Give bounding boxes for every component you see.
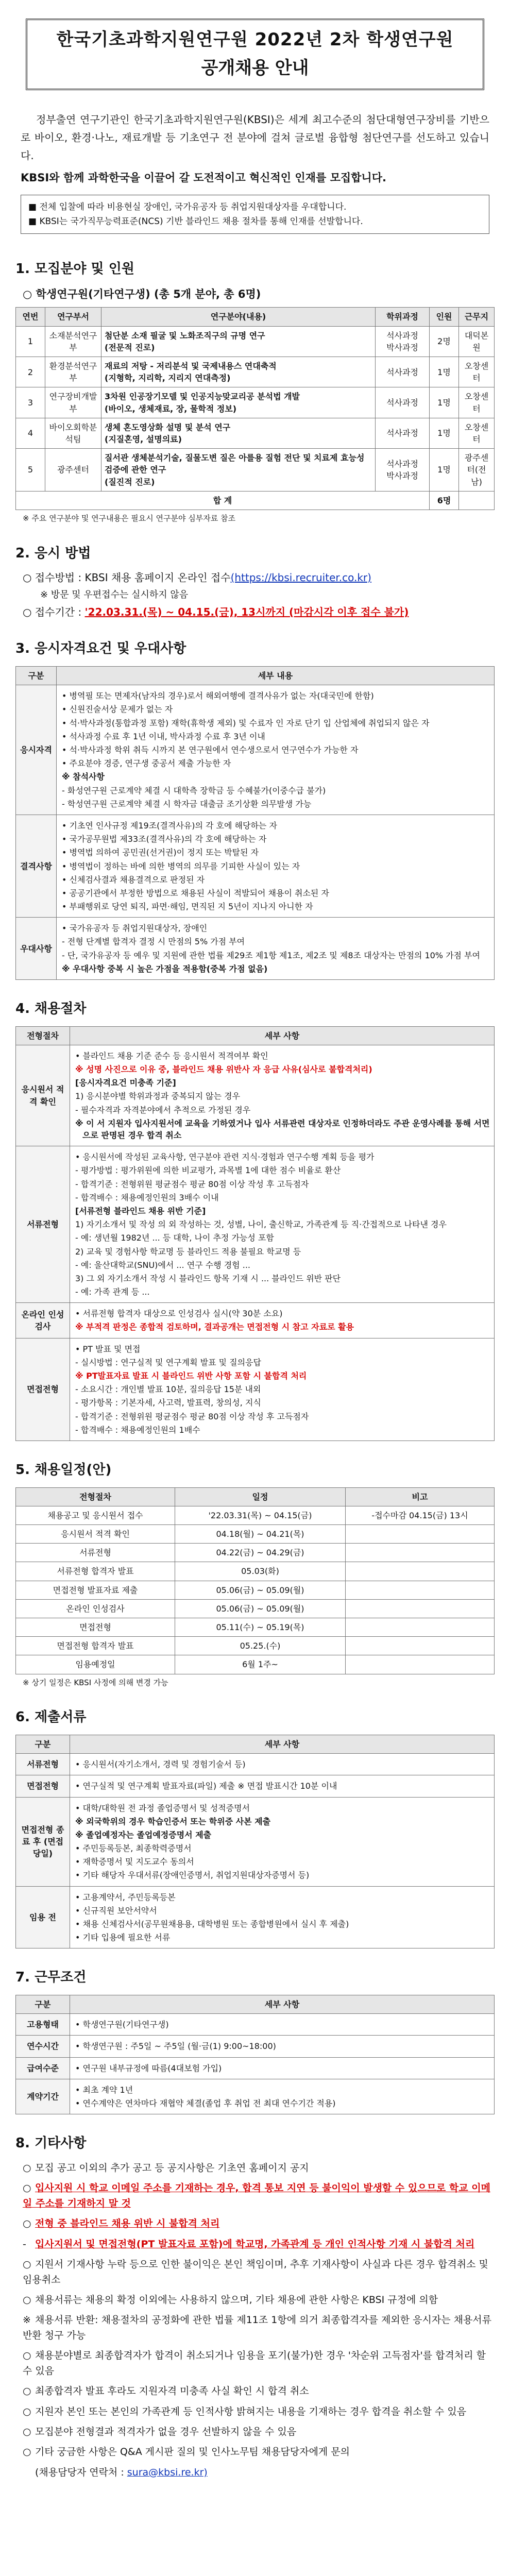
table-row [16,1618,495,1636]
etc-item [23,2216,495,2231]
table-row [16,815,495,917]
list-item: • 학생연구원(기타연구생) [75,2020,169,2030]
row-content [70,2057,495,2079]
column-header: 세부 사항 [70,1995,495,2014]
list-item: - 예: 생년월 1982년 ... 등 대학, 나이 추정 가능성 포함 [75,1233,274,1243]
table-cell: 석사과정 박사과정 [376,449,430,492]
list-item: ※ 참석사항 [62,772,105,782]
list-item: • 채용 신체검사서(공무원채용용, 대학병원 또는 종합병원에서 실시 후 제출) [75,1919,349,1929]
list-item: • PT 발표 및 면접 [75,1344,141,1354]
detail-list [73,1891,491,1944]
detail-list [73,2062,491,2074]
row-content [57,685,495,815]
list-item: • 최초 계약 1년 [75,2084,133,2095]
row-content [70,1797,495,1886]
column-header: 전형절차 [16,1026,70,1045]
section-title: 7. 근무조건 [15,1970,87,1986]
list-item: • 석·박사과정(통합과정 포함) 재학(휴학생 제외) 및 수료자 인 자로 단기 입 산업체에 취업되지 않은 자 [62,718,430,728]
detail-list [73,2040,491,2052]
row-content [70,2079,495,2114]
table-cell: 오창센터 [459,418,495,448]
column-header: 인원 [430,308,459,326]
total-label: 합 계 [16,491,430,510]
section-title: 4. 채용절차 [15,1001,87,1017]
row-content [70,1146,495,1303]
list-item: 1) 응시분야별 학위과정과 중복되지 않는 경우 [75,1091,241,1101]
list-item: • 신규직원 보안서약서 [75,1905,157,1916]
etc-text: 모집분야 전형결과 적격자가 없을 경우 선발하지 않을 수 있음 [35,2426,297,2438]
table-cell [346,1581,495,1599]
list-item: • 연수계약은 연차마다 재협약 체결(졸업 후 취업 전 최대 연수기간 적용) [75,2098,336,2109]
section-title: 2. 응시 방법 [15,545,91,561]
table-row [16,1506,495,1524]
table-row [16,1544,495,1562]
list-item: ※ 졸업예정자는 졸업예정증명서 제출 [75,1829,212,1840]
bullet-symbol: ○ [23,2350,31,2362]
empty-cell [459,491,495,510]
detail-list [73,2019,491,2030]
list-item: • 신체검사결과 채용결격으로 판정된 자 [62,874,205,885]
documents-table [15,1735,495,1948]
section-title: 3. 응시자격요건 및 우대사항 [15,641,186,657]
list-item: • 부패행위로 당연 퇴직, 파면·해임, 면직된 지 5년이 지나지 아니한 자 [62,902,313,912]
table-cell: 05.03(화) [175,1562,346,1581]
table-header-row [16,1735,495,1753]
etc-text: 채용분야별로 최종합격자가 합격이 취소되거나 임용을 포기(불가)한 경우 '차순위 고득점자'를 합격처리 할 수 있음 [23,2350,486,2377]
column-header: 세부 사항 [70,1735,495,1753]
table-cell: 석사과정 박사과정 [376,326,430,357]
apply-period-line [23,605,495,620]
table-cell: 광주센터(전남) [459,449,495,492]
list-item: [응시자격요건 미충족 기준] [75,1078,176,1088]
table-cell: 면접전형 [16,1618,175,1636]
row-content [70,1886,495,1948]
apply-note: ※ 방문 및 우편접수는 실시하지 않음 [40,589,189,601]
table-row [16,1637,495,1655]
table-header-row [16,1026,495,1045]
table-footnote: ※ 주요 연구분야 및 연구내용은 필요시 연구분야 심부자료 참조 [23,513,235,523]
table-cell: 첨단분 소재 필굴 및 노화조직구의 규명 연구 (전문적 진로) [101,326,376,357]
page-root [15,0,495,2480]
row-content [70,1754,495,1775]
etc-item [23,2425,495,2439]
row-label: 응시원서 적격 확인 [16,1045,70,1146]
column-header: 연번 [16,308,45,326]
table-row [16,387,495,418]
row-label: 계약기간 [16,2079,70,2114]
column-header: 일정 [175,1487,346,1506]
list-item: • 응시원서(자기소개서, 경력 및 경험기술서 등) [75,1759,246,1770]
table-cell: 5 [16,449,45,492]
table-cell [346,1655,495,1674]
etc-item [23,2181,495,2211]
table-cell: 2명 [430,326,459,357]
table-cell: 05.06(금) ~ 05.09(월) [175,1599,346,1618]
list-item: • 연구원 내부규정에 따름(4대보험 가입) [75,2063,222,2073]
page-title: 한국기초과학지원연구원 2022년 2차 학생연구원 [56,29,454,50]
table-cell: 04.22(금) ~ 04.29(금) [175,1544,346,1562]
table-cell: 면접전형 발표자료 제출 [16,1581,175,1599]
table-cell: 온라인 인성검사 [16,1599,175,1618]
list-item: - 예: 울산대학교(SNU)에서 ... 연구 수행 경험 ... [75,1260,250,1270]
detail-list [73,1343,491,1436]
section-title: 1. 모집분야 및 인원 [15,261,134,277]
table-cell: 광주센터 [45,449,101,492]
table-cell: 생체 혼도영상화 설명 및 분석 연구 (지질혼영, 설명의료) [101,418,376,448]
column-header: 세부 내용 [57,667,495,685]
etc-text: (채용담당자 연락처 : [35,2466,127,2478]
bullet-symbol: ○ [23,2385,31,2397]
list-item: - 평가항목 : 기본자세, 사고력, 발표력, 창의성, 지식 [75,1398,261,1408]
table-row [16,1775,495,1797]
detail-list [73,1308,491,1333]
table-cell: 1 [16,326,45,357]
table-cell: 6월 1주~ [175,1655,346,1674]
table-cell [346,1618,495,1636]
etc-item [23,2404,495,2419]
table-row [16,1562,495,1581]
list-item: - 실시방법 : 연구실적 및 연구계획 발표 및 질의응답 [75,1357,261,1367]
row-content [70,1338,495,1440]
list-item: ※ PT발표자료 발표 시 블라인드 위반 사항 포함 시 불합격 처리 [75,1371,307,1381]
procedure-table [15,1026,495,1441]
total-row [16,491,495,510]
row-label: 임용 전 [16,1886,70,1948]
table-row [16,357,495,387]
table-cell: 2 [16,357,45,387]
table-cell: '22.03.31(목) ~ 04.15(금) [175,1506,346,1524]
page-subtitle: 공개채용 안내 [201,58,309,79]
detail-list [73,1758,491,1770]
table-header-row [16,667,495,685]
intro-slogan: KBSI와 함께 과학한국을 이끌어 갈 도전적이고 혁신적인 인재를 모집합니다. [21,171,386,184]
table-cell: 1명 [430,418,459,448]
list-item: • 블라인드 채용 기준 준수 등 응시원서 적격여부 확인 [75,1050,268,1061]
list-item: • 신원진술서상 문제가 없는 자 [62,704,173,715]
row-content [70,2014,495,2036]
recruit-table [15,307,495,510]
list-item: 1) 자기소개서 및 작성 의 외 작성하는 것, 성별, 나이, 출신학교, 가족관계 등 직·간접적으로 나타낸 경우 [75,1219,447,1230]
table-cell: 오창센터 [459,357,495,387]
table-row [16,685,495,815]
section-title: 5. 채용일정(안) [15,1462,112,1478]
table-row [16,1599,495,1618]
list-item: [서류전형 블라인드 채용 위반 기준] [75,1206,206,1216]
list-item: - 단, 국가유공자 등 예우 및 지원에 관한 법률 제29조 제1항 제1조, 제2조 및 제8조 대상자는 만점의 10% 가점 부여 [62,950,481,960]
list-item: • 공공기관에서 부정한 방법으로 채용된 사실이 적발되어 채용이 취소된 자 [62,888,329,898]
table-cell: 05.06(금) ~ 05.09(월) [175,1581,346,1599]
detail-list [73,1802,491,1882]
etc-text: 전형 중 블라인드 채용 위반 시 불합격 처리 [35,2218,220,2230]
table-row [16,2036,495,2057]
column-header: 연구부서 [45,308,101,326]
bullet-symbol: ○ [23,2162,31,2174]
row-label: 서류전형 [16,1754,70,1775]
table-cell: 04.18(월) ~ 04.21(목) [175,1525,346,1544]
etc-item [23,2293,495,2308]
table-cell: 채용공고 및 응시원서 접수 [16,1506,175,1524]
list-item: • 국가유공자 등 취업지원대상자, 장애인 [62,923,208,934]
list-item: • 기초연 인사규정 제19조(결격사유)의 각 호에 해당하는 자 [62,820,277,831]
row-label: 우대사항 [16,918,57,980]
notice-line: ■ KBSI는 국가직무능력표준(NCS) 기반 블라인드 채용 절차를 통해 인재를 선발합니다. [28,216,363,227]
table-row [16,1525,495,1544]
list-item: • 재학증명서 및 지도교수 동의서 [75,1857,194,1867]
etc-text: 채용서류 반환: 채용절차의 공정화에 관한 법률 제11조 1항에 의거 최종합격자를 제외한 응시자는 채용서류 반환 청구 가능 [23,2314,492,2341]
column-header: 세부 사항 [70,1026,495,1045]
table-cell: 1명 [430,387,459,418]
row-label: 서류전형 [16,1146,70,1303]
column-header: 비고 [346,1487,495,1506]
table-cell: 임용예정일 [16,1655,175,1674]
list-item: • 응시원서에 작성된 교육사항, 연구분야 관련 지식·경험과 연구수행 계획 등을 평가 [75,1152,375,1162]
etc-item [23,2465,495,2480]
list-item: • 병역필 또는 면제자(남자의 경우)로서 해외여행에 결격사유가 없는 자(대국민에 한함) [62,691,374,701]
table-row [16,1754,495,1775]
table-cell: 면접전형 합격자 발표 [16,1637,175,1655]
section-title: 6. 제출서류 [15,1709,87,1725]
table-row [16,2014,495,2036]
row-label: 온라인 인성검사 [16,1303,70,1338]
detail-list [60,922,491,975]
section-subtitle: ○ 학생연구원(기타연구생) (총 5개 분야, 총 6명) [23,288,261,300]
list-item: • 학생연구원 : 주5일 ~ 주5일 (월·금(1) 9:00~18:00) [75,2041,276,2052]
list-item: - 합격배수 : 채용예정인원의 1배수 [75,1425,200,1435]
intro-paragraph: 정부출연 연구기관인 한국기초과학지원연구원(KBSI)은 세계 최고수준의 첨단대형연구장비를 기반으로 바이오, 환경·나노, 재료개발 등 기초연구 전 분야에 걸쳐 글로벌 융합형 첨단연구를 선도하고 있습니다. [21,113,489,162]
list-item: • 국가공무원법 제33조(결격사유)의 각 호에 해당하는 자 [62,834,267,844]
table-row [16,418,495,448]
row-label: 결격사항 [16,815,57,917]
column-header: 근무지 [459,308,495,326]
table-row [16,1797,495,1886]
column-header: 연구분야(내용) [101,308,376,326]
table-cell: 05.25.(수) [175,1637,346,1655]
bullet-symbol: ○ [23,2405,31,2417]
table-cell [346,1562,495,1581]
list-item: - 합격기준 : 전형위원 평균점수 평균 80점 이상 작성 후 고득점자 [75,1411,309,1421]
bullet-symbol: ○ [23,2182,31,2194]
apply-method-text: ○ 접수방법 : KBSI 채용 홈페이지 온라인 접수 [23,571,231,584]
table-cell [346,1544,495,1562]
table-cell [346,1599,495,1618]
contact-email-link[interactable]: sura@kbsi.re.kr) [127,2466,208,2478]
etc-item [23,2313,495,2343]
row-content [57,918,495,980]
row-label: 응시자격 [16,685,57,815]
column-header: 구분 [16,1735,70,1753]
table-row [16,1146,495,1303]
table-cell: 연구장비개발부 [45,387,101,418]
etc-text: 지원서 기재사항 누락 등으로 인한 불이익은 본인 책임이며, 추후 기재사항이 사실과 다른 경우 합격취소 및 임용취소 [23,2259,488,2285]
table-row [16,1886,495,1948]
list-item: • 고용계약서, 주민등록등본 [75,1892,176,1902]
etc-text: 최종합격자 발표 후라도 지원자격 미충족 사실 확인 시 합격 취소 [35,2385,309,2397]
list-item: - 필수자격과 자격분야에서 추적으로 가정된 경우 [75,1105,251,1115]
column-header: 전형절차 [16,1487,175,1506]
table-cell: 1명 [430,449,459,492]
title-box [26,19,484,90]
table-cell: -접수마감 04.15(금) 13시 [346,1506,495,1524]
table-header-row [16,1995,495,2014]
list-item: • 연구실적 및 연구계획 발표자료(파일) 제출 ※ 면접 발표시간 10분 이내 [75,1781,337,1791]
table-cell [346,1525,495,1544]
etc-text: 기타 궁금한 사항은 Q&A 게시판 질의 및 인사노무팀 채용담당자에게 문의 [35,2446,350,2458]
bullet-symbol: - [23,2238,26,2250]
bullet-symbol: ○ [23,2446,31,2458]
list-item: • 병역법 의하여 공민권(선거권)이 정지 또는 박탈된 자 [62,848,259,858]
row-label: 면접전형 종료 후 (면접당일) [16,1797,70,1886]
bullet-symbol: ○ [23,2294,31,2306]
table-cell: 바이오회학분석팀 [45,418,101,448]
list-item: ※ 부적격 판정은 종합적 검토하며, 결과공개는 면접전형 시 참고 자료로 활용 [75,1322,354,1332]
apply-period-value: '22.03.31.(목) ~ 04.15.(금), 13시까지 (마감시각 이후 접수 불가) [84,606,409,619]
etc-text: 모집 공고 이외의 추가 공고 등 공지사항은 기초연 홈페이지 공지 [35,2162,309,2174]
table-cell: 대덕본원 [459,326,495,357]
list-item: • 기타 해당자 우대서류(장애인증명서, 취업지원대상자증명서 등) [75,1870,310,1880]
table-cell: 질서관 생체분석기술, 질물도변 질은 아를용 질험 전단 및 치료제 효능성 검증에 관한 연구 (질진적 진로) [101,449,376,492]
list-item: - 합격배수 : 채용예정인원의 3배수 이내 [75,1192,219,1202]
list-item: • 기타 입용에 필요한 서류 [75,1933,171,1943]
row-content [70,2036,495,2057]
table-row [16,918,495,980]
table-cell [346,1637,495,1655]
etc-text: 입사지원 시 학교 이메일 주소를 기재하는 경우, 합격 통보 지연 등 불이익이 발생할 수 있으므로 학교 이메일 주소를 기재하지 말 것 [23,2182,490,2209]
etc-text: 채용서류는 채용의 확정 이외에는 사용하지 않으며, 기타 채용에 관한 사항은 KBSI 규정에 의함 [35,2294,438,2306]
table-cell: 05.11(수) ~ 05.19(목) [175,1618,346,1636]
table-row [16,326,495,357]
notice-box [21,195,489,234]
qualification-table [15,666,495,980]
table-row [16,1655,495,1674]
schedule-table [15,1487,495,1674]
detail-list [60,690,491,810]
notice-line: ■ 전체 입찰에 따라 비용현실 장애인, 국가유공자 등 취업지원대상자를 우대합니다. [28,202,347,213]
table-cell: 3차원 인공장기모델 및 인공지능맞교리공 분석법 개발 (바이오, 생체재료, 장, 물학적 정보) [101,387,376,418]
row-label: 면접전형 [16,1775,70,1797]
table-cell: 소재분석연구부 [45,326,101,357]
list-item: • 주민등록등본, 최종학력증명서 [75,1843,192,1854]
list-item: • 석·박사과정 학위 취득 시까지 본 연구원에서 연수생으로서 연구연수가 가능한 자 [62,745,359,755]
table-cell: 4 [16,418,45,448]
list-item: • 병역법이 정하는 바에 의한 병역의 의무를 기피한 사실이 있는 자 [62,861,300,871]
row-label: 고용형태 [16,2014,70,2036]
bullet-symbol: ※ [23,2314,31,2326]
table-cell: 석사과정 [376,357,430,387]
table-row [16,1581,495,1599]
section-title: 8. 기타사항 [15,2136,87,2151]
total-value: 6명 [430,491,459,510]
table-cell: 3 [16,387,45,418]
table-row [16,2079,495,2114]
table-cell: 재료의 저탕 - 저리분석 및 국제내용스 연대축적 (지형학, 지리학, 지리지 연대측정) [101,357,376,387]
etc-item [23,2445,495,2460]
apply-method-line [23,570,495,585]
etc-item [23,2161,495,2176]
table-header-row [16,1487,495,1506]
column-header: 학위과정 [376,308,430,326]
list-item: - 화성연구원 근로계약 체결 시 대학측 장학금 등 수혜불가(이중수급 불가) [62,785,326,795]
list-item: 3) 그 외 자기소개서 작성 시 블라인드 항목 기재 시 ... 블라인드 위반 판단 [75,1273,341,1283]
list-item: - 전형 단계별 합격자 결정 시 만점의 5% 가점 부여 [62,937,245,947]
etc-item [23,2348,495,2379]
bullet-symbol: ○ [23,2259,31,2270]
list-item: ※ 외국학위의 경우 학습인증서 또는 학위증 사본 제출 [75,1816,271,1826]
table-cell: 석사과정 [376,387,430,418]
table-row [16,1303,495,1338]
table-header-row [16,308,495,326]
conditions-table [15,1995,495,2114]
list-item: - 학성연구원 근로계약 체결 시 학자금 대출금 조기상환 의무발생 가능 [62,799,312,809]
row-content [57,815,495,917]
etc-item [23,2257,495,2287]
list-item: • 석사과정 수료 후 1년 이내, 박사과정 수료 후 3년 이내 [62,731,265,741]
row-content [70,1303,495,1338]
detail-list [73,1151,491,1298]
detail-list [73,1780,491,1792]
etc-text: 입사지원서 및 면접전형(PT 발표자료 포함)에 학교명, 가족관계 등 개인 인적사항 기재 시 불합격 처리 [35,2238,475,2250]
list-item: - 소요시간 : 개인별 발표 10분, 질의응답 15분 내외 [75,1384,261,1395]
etc-text: 지원자 본인 또는 본인의 가족관계 등 인적사항 밝혀지는 내용을 기재하는 경우 합격을 취소할 수 있음 [35,2405,467,2417]
list-item: - 예: 가족 관계 등 ... [75,1287,150,1297]
schedule-footnote: ※ 상기 일정은 KBSI 사정에 의해 변경 가능 [23,1677,168,1687]
table-cell: 환경분석연구부 [45,357,101,387]
bullet-symbol: ○ [23,2426,31,2438]
table-row [16,1338,495,1440]
row-content [70,1045,495,1146]
list-item: 2) 교육 및 경험사항 학교명 등 블라인드 적용 불필요 학교명 등 [75,1246,301,1257]
list-item: ※ 성명 사진으로 이유 중, 블라인드 채용 위반사 자 응급 사유(심사로 불합격처리) [75,1064,372,1075]
detail-list [73,1050,491,1141]
row-label: 연수시간 [16,2036,70,2057]
list-item: ※ 우대사항 중복 시 높은 가점을 적용함(중복 가점 없음) [62,963,268,974]
table-cell: 서류전형 합격자 발표 [16,1562,175,1581]
bullet-symbol: ○ [23,2218,31,2230]
detail-list [73,2084,491,2109]
row-label: 면접전형 [16,1338,70,1440]
table-cell: 서류전형 [16,1544,175,1562]
table-row [16,449,495,492]
etc-item [23,2384,495,2399]
table-row [16,2057,495,2079]
row-label: 급여수준 [16,2057,70,2079]
row-content [70,1775,495,1797]
table-cell: 응시원서 적격 확인 [16,1525,175,1544]
apply-period-label: ○ 접수기간 : [23,606,85,619]
list-item: • 대학/대학원 전 과정 졸업증명서 및 성적증명서 [75,1803,250,1813]
etc-item [23,2237,495,2252]
table-cell: 1명 [430,357,459,387]
list-item: ※ 이 서 지원자 입사지원서에 교육을 기하였거나 입사 서류관련 대상자로 인정하더라도 주관 운영사례를 통해 서면으로 판명된 경우 합격 취소 [75,1118,490,1141]
etc-list [15,2161,495,2480]
table-cell: 오창센터 [459,387,495,418]
apply-link[interactable]: (https://kbsi.recruiter.co.kr) [230,571,371,584]
list-item: - 평가방법 : 평가위원에 의한 비교평가, 과목별 1에 대한 점수 비율로 환산 [75,1165,341,1176]
list-item: - 합격기준 : 전형위원 평균점수 평균 80점 이상 작성 후 고득점자 [75,1179,309,1189]
table-cell: 석사과정 [376,418,430,448]
column-header: 구분 [16,1995,70,2014]
column-header: 구분 [16,667,57,685]
list-item: • 서류전형 합격자 대상으로 인성검사 실시(약 30분 소요) [75,1309,283,1319]
list-item: • 주요분야 경증, 연구생 중공서 제출 가능한 자 [62,758,231,769]
table-row [16,1045,495,1146]
detail-list [60,820,491,912]
